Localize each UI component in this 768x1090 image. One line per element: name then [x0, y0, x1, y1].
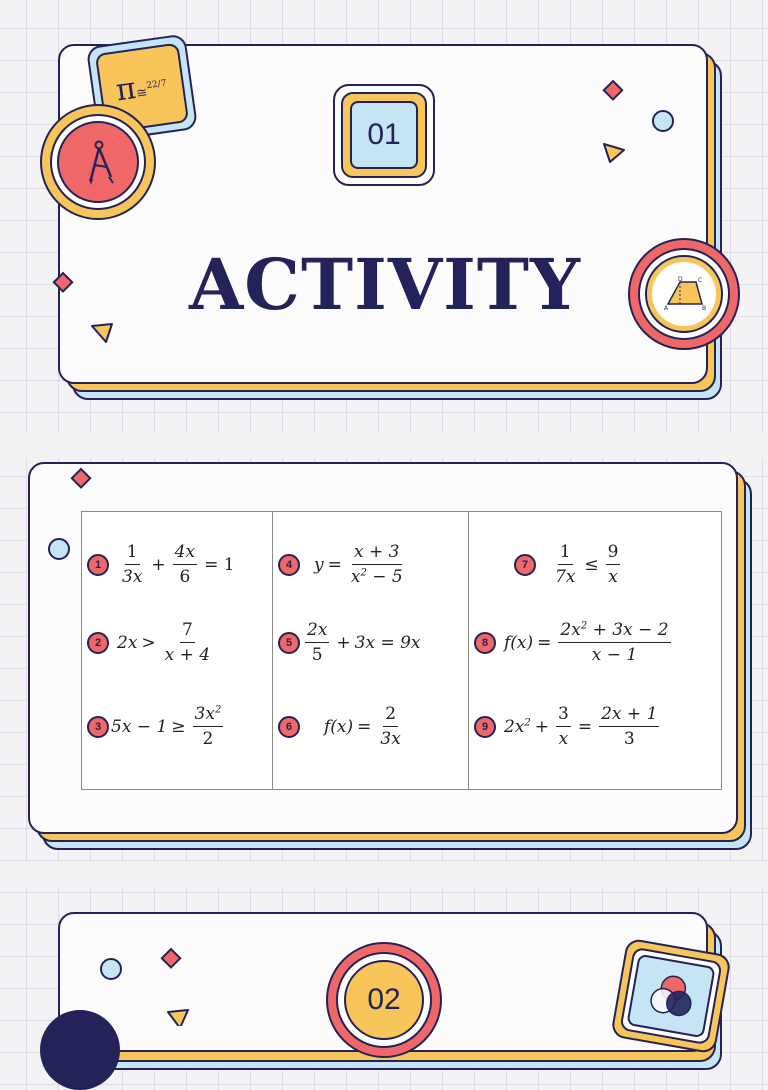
exercise-number-badge: 9 [474, 716, 496, 738]
pi-icon: π≅$^{22/7}$ [113, 71, 168, 109]
exercise-number-badge: 5 [278, 632, 300, 654]
exercise-number-badge: 1 [87, 554, 109, 576]
dot-icon [48, 538, 70, 560]
column-divider [272, 512, 273, 789]
slide-number-badge [333, 84, 435, 186]
slide-number: 01 [350, 101, 418, 169]
exercise-number-badge: 3 [87, 716, 109, 738]
diamond-icon [68, 466, 94, 492]
exercise-9: 9 $2x^2$ + $\frac{3}{x}$ = $\frac{2x + 1}{3}$ [474, 704, 662, 749]
column-divider [468, 512, 469, 789]
decorative-circle [40, 1010, 120, 1090]
exercise-6: 6 f(x) = $\frac{2}{3x}$ [278, 704, 406, 749]
dot-icon [100, 958, 122, 980]
venn-badge [610, 938, 732, 1055]
exercise-number-badge: 7 [514, 554, 536, 576]
triangle-icon [600, 140, 628, 166]
exercise-5: 5 $\frac{2x}{5}$ + 3x = 9x [278, 620, 421, 665]
exercise-number-badge: 8 [474, 632, 496, 654]
exercise-1: 1 $\frac{1}{3x}$ + $\frac{4x}{6}$ = 1 [87, 542, 239, 587]
trapezoid-icon [662, 276, 708, 312]
exercise-3: 3 5x − 1 ≥ $\frac{3x^2}{2}$ [87, 704, 226, 749]
slide-number: 02 [344, 960, 424, 1040]
exercise-number-badge: 6 [278, 716, 300, 738]
svg-text:B: B [702, 305, 707, 312]
page-title: ACTIVITY [189, 243, 581, 326]
diamond-icon [158, 946, 184, 972]
activity-table [81, 511, 722, 790]
exercise-4: 4 y = $\frac{x + 3}{x^2 - 5}$ [278, 542, 408, 587]
compass-badge [40, 104, 156, 220]
venn-diagram-icon [640, 968, 704, 1027]
compass-icon [81, 139, 121, 187]
diamond-icon [600, 78, 626, 104]
slide-separator [0, 432, 768, 458]
exercise-number-badge: 2 [87, 632, 109, 654]
svg-text:A: A [664, 305, 669, 312]
dot-icon [652, 110, 674, 132]
svg-text:C: C [698, 277, 703, 284]
exercise-7: 7 $\frac{1}{7x}$ ≤ $\frac{9}{x}$ [514, 542, 623, 587]
slide-number-badge [326, 942, 442, 1058]
trapezoid-badge [628, 238, 740, 350]
exercise-8: 8 f(x) = $\frac{2x^2 + 3x - 2}{x - 1}$ [474, 620, 674, 665]
svg-text:D: D [678, 276, 683, 283]
slide-separator [0, 862, 768, 888]
exercise-number-badge: 4 [278, 554, 300, 576]
diamond-icon [50, 270, 76, 296]
exercise-2: 2 2x > $\frac{7}{x + 4}$ [87, 620, 215, 665]
triangle-icon [88, 320, 116, 346]
triangle-icon [164, 1006, 192, 1026]
